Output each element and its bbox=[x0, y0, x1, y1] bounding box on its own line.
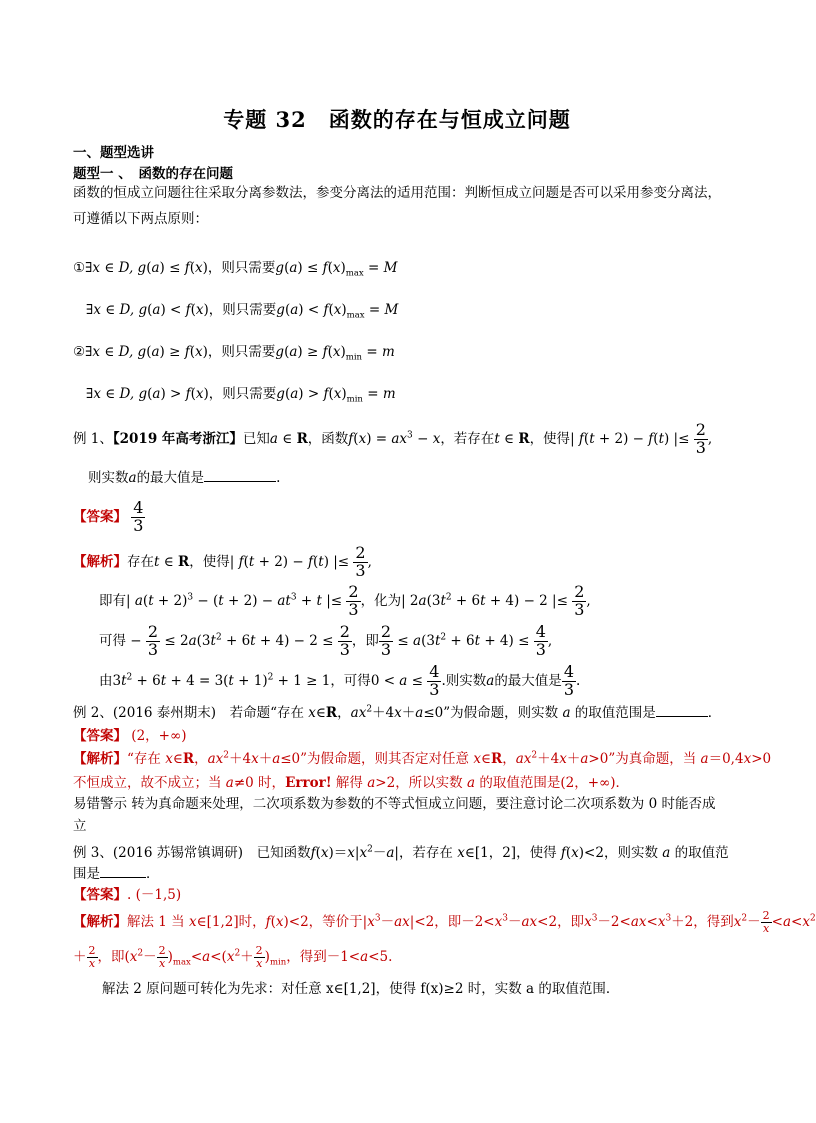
example-1-question: 例 1、【2019 年高考浙江】已知a ∈ R，函数$f(x) = ax^3 - x$，若存在t ∈ R，使得| f(t + 2) − f(t) |≤ $\frac{2}{3}$ , bbox=[73, 420, 713, 457]
example-1-answer: 【答案】 $\frac{4}{3}$ bbox=[73, 498, 144, 535]
example-1-solution-1: 【解析】存在t ∈ R，使得| f(t + 2) − f(t) |≤ $\frac{2}{3}$ , bbox=[73, 543, 372, 580]
principle-2a: ②∃x ∈ D, g(a) ≥ f(x)，则只需要$g(a) \ge f(x)_{min} = m$ bbox=[73, 344, 395, 363]
example-3-answer: 【答案】. (－1,5) bbox=[73, 887, 182, 903]
principle-1b: ∃x ∈ D, g(a) < f(x)，则只需要$g(a) < f(x)_{max} = M$ bbox=[86, 302, 399, 321]
principle-2b: ∃x ∈ D, g(a) > f(x)，则只需要$g(a) > f(x)_{min} = m$ bbox=[86, 386, 396, 405]
example-3-solution-1: 【解析】解法 1 当 x∈[1,2]时，f(x)<2，等价于$|x^3-ax|<2$，即$-2<x^3-ax<2$，即$x^3-2<ax<x^3+2$，得到$x^2-$ $\frac{2}{x}$ $<a<x^2$ bbox=[73, 909, 816, 935]
section-heading: 一、题型选讲 bbox=[73, 145, 154, 161]
page-title: 专题 32 函数的存在与恒成立问题 bbox=[223, 107, 571, 132]
example-2-warning: 易错警示 转为真命题来处理，二次项系数为参数的不等式恒成立问题，要注意讨论二次项系数为 0 时能否成立 bbox=[73, 796, 716, 834]
example-3-question-line2: 围是 ． bbox=[73, 866, 160, 882]
example-2-question: 例 2、(2016 泰州期末) 若命题“存在 x∈R，$ax^2+4x+a\le 0$”为假命题，则实数 a 的取值范围是 ． bbox=[73, 704, 722, 721]
example-2-answer: 【答案】 (2，+∞) bbox=[73, 728, 187, 744]
example-3-question: 例 3、(2016 苏锡常镇调研) 已知函数$f(x)=x|x^2-a|$，若存在 x∈[1，2]，使得 f(x)<2，则实数 a 的取值范 bbox=[73, 844, 729, 861]
example-1-solution-2: 即有| $a(t + 2)^3 - (t + 2) - at^3 + t$ |≤ $\frac{2}{3}$ ，化为| $2a(3t^2 + 6t + 4) - 2$ |≤ $\frac{2}{3}$ , bbox=[99, 582, 591, 619]
example-2-solution-1: 【解析】“存在 x∈R，$ax^2+4x+a\le 0$”为假命题，则其否定对任意 x∈R，$ax^2+4x+a>0$”为真命题，当 a＝0,4x>0 bbox=[73, 750, 772, 767]
example-1-solution-3: 可得 − $\frac{2}{3}$ ≤ $2a(3t^2 + 6t + 4) - 2$ ≤ $\frac{2}{3}$ ，即 $\frac{2}{3}$ ≤ $a(3t^2 + 6t + 4)$ ≤ $\frac{4}{3}$ , bbox=[99, 622, 553, 659]
example-3-solution-2: ＋ $\frac{2}{x}$ ，即($x^2-$ $\frac{2}{x}$ )$_{max}<a<(x^2+$ $\frac{2}{x}$ )$_{min}$，得到－1<a<5. bbox=[73, 944, 393, 970]
example-1-question-line2: 则实数a的最大值是 . bbox=[88, 470, 281, 486]
example-3-solution-method2: 解法 2 原问题可转化为先求：对任意 x∈[1,2]，使得 f(x)≥2 时，实数 a 的取值范围． bbox=[102, 981, 620, 997]
example-2-solution-2: 不恒成立，故不成立；当 a≠0 时，Error! 解得 a>2，所以实数 a 的取值范围是(2，+∞)． bbox=[73, 775, 630, 791]
type-heading: 题型一 、 函数的存在问题 bbox=[73, 166, 233, 182]
intro-paragraph: 函数的恒成立问题往往采取分离参数法，参变分离法的适用范围：判断恒成立问题是否可以采用参变分离法，可遵循以下两点原则： bbox=[73, 185, 721, 227]
example-1-solution-4: 由$3t^2 + 6t + 4 = 3(t + 1)^2 + 1 \ge 1$，可得0 < a ≤ $\frac{4}{3}$ .则实数a的最大值是 $\frac{4}{3}$ . bbox=[99, 662, 581, 699]
principle-1a: ①∃x ∈ D, g(a) ≤ f(x)，则只需要$g(a) \le f(x)_{max} = M$ bbox=[73, 260, 398, 279]
